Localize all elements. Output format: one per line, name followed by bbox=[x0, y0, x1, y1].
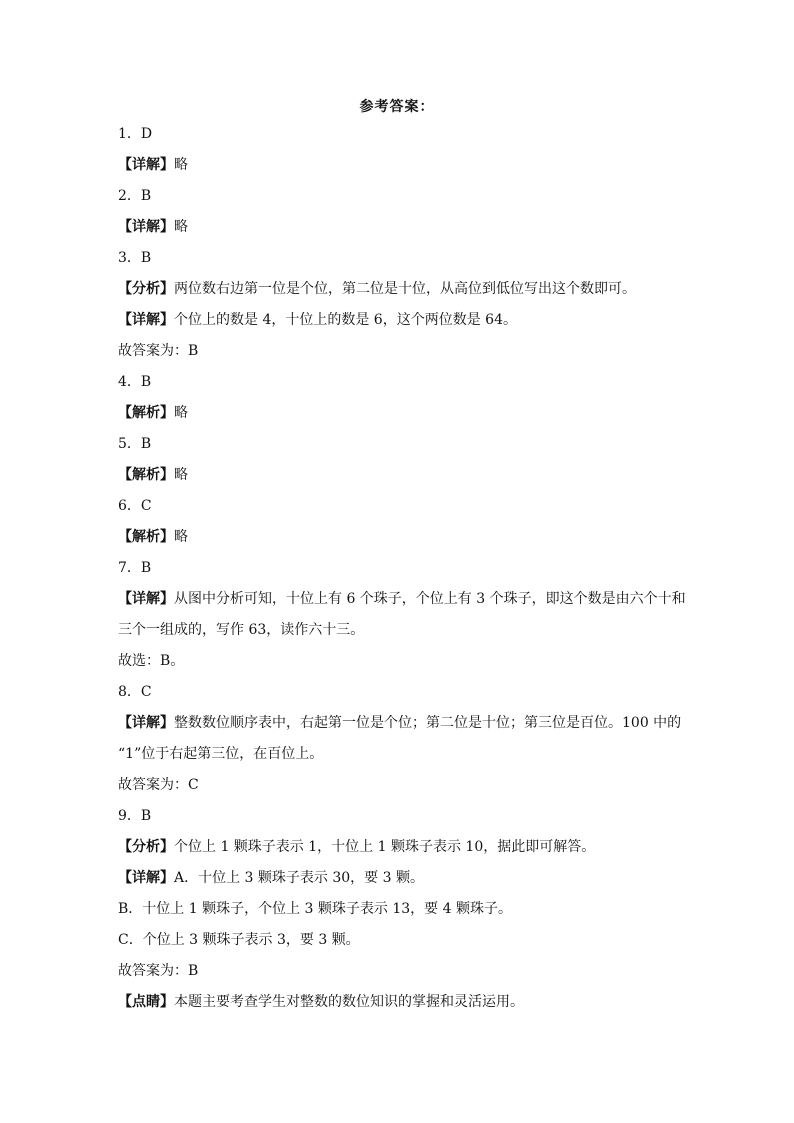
section-tag: 【解析】 bbox=[118, 467, 174, 483]
answer-text: 故答案为：B bbox=[118, 963, 199, 979]
section-tag: 【详解】 bbox=[118, 219, 174, 235]
answer-line bbox=[118, 894, 678, 925]
answer-text: 故答案为：B bbox=[118, 343, 199, 359]
answer-text: 3．B bbox=[118, 250, 152, 266]
answer-line bbox=[118, 925, 678, 956]
answer-list bbox=[118, 119, 686, 1018]
answer-text: 4．B bbox=[118, 374, 152, 390]
section-tag: 【详解】 bbox=[118, 312, 174, 328]
answer-line bbox=[118, 584, 686, 615]
answer-line bbox=[118, 305, 678, 336]
answer-line bbox=[118, 150, 678, 181]
answer-line bbox=[118, 677, 678, 708]
answer-line bbox=[118, 243, 678, 274]
answer-line bbox=[118, 987, 678, 1018]
section-tag: 【解析】 bbox=[118, 529, 174, 545]
answer-text: 本题主要考查学生对整数的数位知识的掌握和灵活运用。 bbox=[174, 994, 524, 1010]
answer-text: 整数数位顺序表中，右起第一位是个位；第二位是十位；第三位是百位。100 中的 bbox=[174, 715, 682, 731]
answer-text: 1．D bbox=[118, 126, 153, 142]
answer-line bbox=[118, 956, 678, 987]
answer-text: 略 bbox=[174, 157, 188, 173]
answer-line bbox=[118, 770, 678, 801]
page-title: 参考答案： bbox=[359, 99, 435, 115]
section-tag: 【详解】 bbox=[118, 591, 174, 607]
answer-text: A．十位上 3 颗珠子表示 30，要 3 颗。 bbox=[174, 870, 424, 886]
section-tag: 【详解】 bbox=[118, 715, 174, 731]
section-tag: 【分析】 bbox=[118, 281, 174, 297]
answer-line bbox=[118, 522, 678, 553]
answer-line bbox=[118, 460, 678, 491]
answer-text: 从图中分析可知，十位上有 6 个珠子，个位上有 3 个珠子，即这个数是由六个十和 bbox=[174, 591, 686, 607]
answer-text: “1”位于右起第三位，在百位上。 bbox=[118, 746, 324, 762]
answer-text: 略 bbox=[174, 529, 188, 545]
answer-line bbox=[118, 708, 682, 739]
section-tag: 【详解】 bbox=[118, 157, 174, 173]
answer-line bbox=[118, 832, 678, 863]
answer-line bbox=[118, 181, 678, 212]
answer-line bbox=[118, 739, 678, 770]
answer-line bbox=[118, 863, 678, 894]
answer-text: 三个一组成的，写作 63，读作六十三。 bbox=[118, 622, 365, 638]
answer-text: 两位数右边第一位是个位，第二位是十位，从高位到低位写出这个数即可。 bbox=[174, 281, 636, 297]
answer-text: 略 bbox=[174, 467, 188, 483]
answer-line bbox=[118, 212, 678, 243]
answer-text: 故答案为：C bbox=[118, 777, 199, 793]
answer-line bbox=[118, 491, 678, 522]
answer-line bbox=[118, 119, 678, 150]
answer-text: 个位上的数是 4，十位上的数是 6，这个两位数是 64。 bbox=[174, 312, 517, 328]
section-tag: 【点睛】 bbox=[118, 994, 174, 1010]
section-tag: 【解析】 bbox=[118, 405, 174, 421]
answer-line bbox=[118, 274, 678, 305]
answer-text: 7．B bbox=[118, 560, 152, 576]
answer-line bbox=[118, 367, 678, 398]
answer-text: 个位上 1 颗珠子表示 1，十位上 1 颗珠子表示 10，据此即可解答。 bbox=[174, 839, 596, 855]
answer-text: 8．C bbox=[118, 684, 152, 700]
answer-line bbox=[118, 801, 678, 832]
answer-text: 略 bbox=[174, 405, 188, 421]
answer-text: B．十位上 1 颗珠子，个位上 3 颗珠子表示 13，要 4 颗珠子。 bbox=[118, 901, 512, 917]
section-tag: 【分析】 bbox=[118, 839, 174, 855]
answer-line bbox=[118, 615, 678, 646]
answer-line bbox=[118, 429, 678, 460]
section-tag: 【详解】 bbox=[118, 870, 174, 886]
answer-text: 故选：B。 bbox=[118, 653, 185, 669]
answer-text: 5．B bbox=[118, 436, 152, 452]
answer-text: 2．B bbox=[118, 188, 152, 204]
answer-line bbox=[118, 646, 678, 677]
answer-text: C．个位上 3 颗珠子表示 3，要 3 颗。 bbox=[118, 932, 360, 948]
answer-text: 6．C bbox=[118, 498, 152, 514]
answer-line bbox=[118, 398, 678, 429]
answer-line bbox=[118, 553, 678, 584]
answer-text: 9．B bbox=[118, 808, 152, 824]
answer-line bbox=[118, 336, 678, 367]
answer-text: 略 bbox=[174, 219, 188, 235]
